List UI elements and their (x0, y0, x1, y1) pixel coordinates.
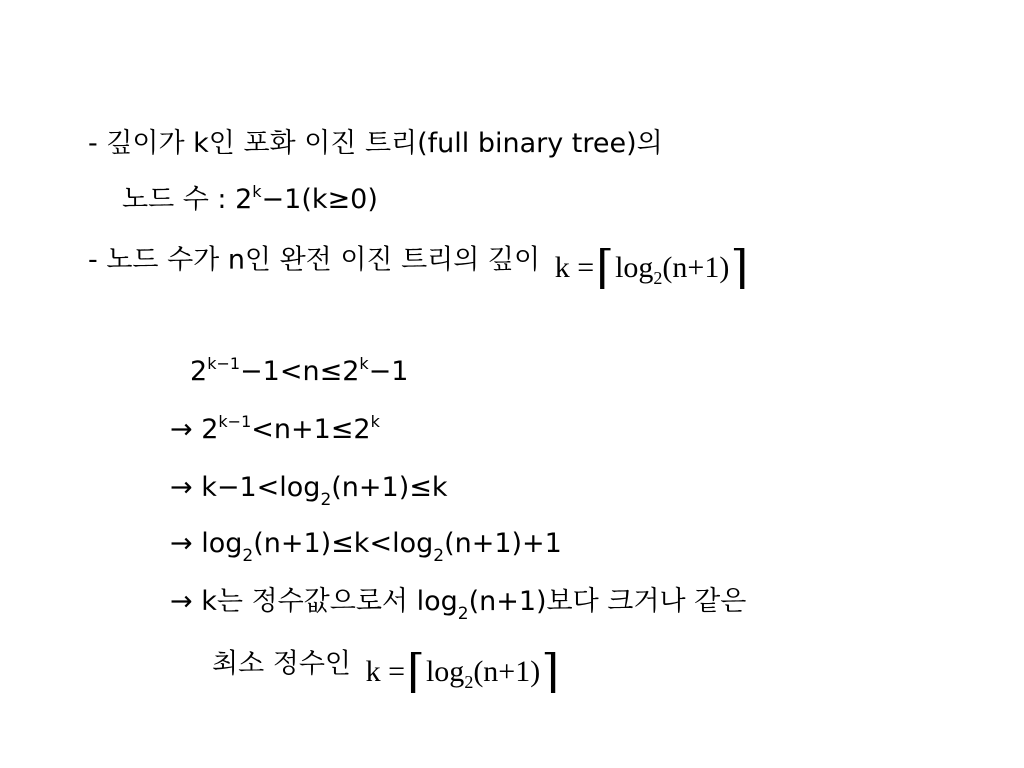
ceiling-right-bracket: ⌉ (541, 644, 560, 698)
inequality-line-1 (190, 354, 409, 387)
formula-log: log (425, 655, 465, 688)
ceiling-right-bracket: ⌉ (730, 240, 749, 294)
inequality-line-3 (170, 472, 448, 511)
line-text: 2 (190, 356, 208, 387)
superscript: k (252, 182, 262, 201)
node-count-line (122, 182, 378, 215)
inequality-line-2 (170, 412, 380, 445)
subscript: 2 (320, 490, 332, 511)
bullet-line-full-binary-tree (88, 130, 663, 157)
line-text: → k−1<log (170, 472, 321, 503)
formula-argument: (n+1) (473, 655, 541, 688)
line-text: −1(k≥0) (261, 184, 378, 215)
line-text: −1 (368, 356, 409, 387)
subscript: 2 (242, 546, 254, 567)
line-text: 노드 수 : 2 (122, 184, 253, 215)
line-text: <n+1≤2 (251, 414, 371, 445)
formula-log: log (615, 251, 654, 284)
line-text: - 깊이가 k인 포화 이진 트리(full binary tree)의 (88, 128, 663, 159)
line-text: (n+1)≤k (331, 472, 448, 503)
depth-formula (554, 238, 749, 294)
ceiling-left-bracket: ⌈ (407, 644, 425, 698)
subscript: 2 (433, 546, 445, 567)
formula-log-base: 2 (653, 268, 663, 288)
formula-argument: (n+1) (662, 251, 730, 284)
line-text: (n+1)≤k<log (253, 528, 434, 559)
superscript: k (359, 354, 369, 373)
conclusion-line (170, 586, 747, 625)
inequality-line-4 (170, 528, 562, 567)
depth-formula-final (365, 642, 560, 698)
line-text: → k는 정수값으로서 log (170, 586, 458, 617)
superscript: k (370, 412, 380, 431)
line-text: 최소 정수인 (212, 648, 351, 680)
line-text: - 노드 수가 n인 완전 이진 트리의 깊이 (88, 244, 541, 276)
formula-log-base: 2 (464, 672, 474, 692)
line-text: (n+1)+1 (444, 528, 562, 559)
line-text: −1<n≤2 (240, 356, 360, 387)
formula-lhs: k = (365, 655, 406, 688)
superscript: k−1 (218, 412, 252, 431)
subscript: 2 (457, 604, 469, 625)
bullet-line-complete-binary-tree (88, 238, 749, 294)
line-text: → 2 (170, 414, 219, 445)
superscript: k−1 (207, 354, 241, 373)
ceiling-left-bracket: ⌈ (596, 240, 615, 294)
line-text: (n+1)보다 크거나 같은 (468, 586, 747, 617)
formula-lhs: k = (554, 251, 595, 284)
conclusion-formula-line (212, 642, 560, 698)
line-text: → log (170, 528, 243, 559)
